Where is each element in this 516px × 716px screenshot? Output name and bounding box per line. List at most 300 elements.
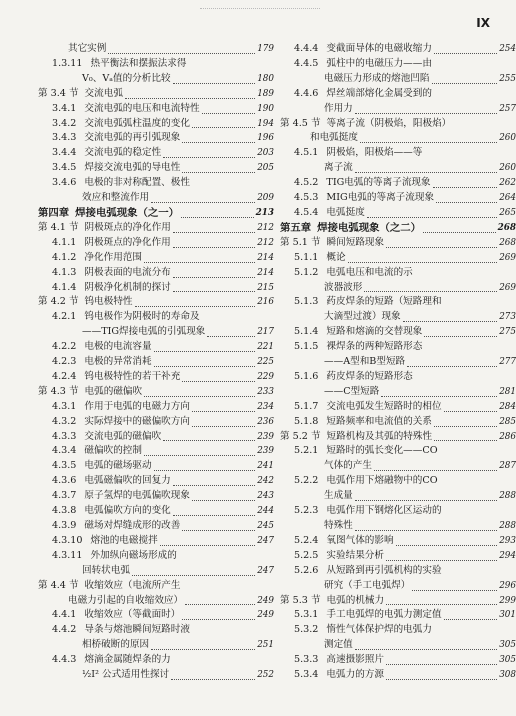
toc-entry	[280, 42, 516, 57]
toc-entry	[38, 251, 274, 266]
toc-entry	[280, 236, 516, 251]
toc-entry-number: 4.5.2	[294, 177, 319, 189]
toc-entry-number: 第五章	[280, 221, 312, 234]
toc-leader-dots	[434, 52, 497, 54]
toc-entry	[280, 504, 516, 519]
toc-entry-title: 实验结果分析	[326, 549, 384, 561]
toc-entry-number: 4.4.3	[52, 654, 77, 666]
toc-leader-dots	[407, 365, 497, 367]
toc-entry-title: 作用力	[324, 102, 353, 114]
toc-leader-dots	[182, 171, 255, 173]
toc-entry	[38, 161, 274, 176]
toc-leader-dots	[348, 261, 498, 263]
page-number: IX	[476, 16, 490, 30]
toc-entry-page: 294	[499, 550, 516, 561]
toc-leader-dots	[360, 141, 497, 143]
toc-entry-number: 4.3.11	[52, 549, 83, 561]
toc-entry	[38, 102, 274, 117]
toc-entry-title: ½I² 公式适用性探讨	[82, 669, 170, 681]
toc-leader-dots	[132, 574, 255, 576]
toc-entry	[38, 325, 274, 340]
toc-entry-title: 大滴型过渡）现象	[324, 311, 401, 323]
toc-entry	[38, 579, 274, 594]
toc-entry-page: 189	[257, 88, 274, 99]
toc-entry-title: 电弧电压和电流的示	[326, 266, 413, 278]
toc-entry	[38, 400, 274, 415]
toc-entry	[280, 146, 516, 161]
toc-entry-page: 262	[499, 178, 516, 189]
toc-entry-title: MIG电弧的等离子流现象	[326, 192, 435, 204]
toc-entry-number: 第 4.4 节	[38, 579, 79, 591]
toc-entry-title: 钨电极特性	[84, 296, 133, 308]
toc-entry	[280, 638, 516, 653]
toc-entry-number: 4.1.3	[52, 266, 77, 278]
toc-entry-number: 第 5.1 节	[280, 236, 321, 248]
toc-entry	[38, 191, 274, 206]
toc-leader-dots	[173, 82, 256, 84]
toc-entry-number: 4.5.1	[294, 147, 319, 159]
toc-entry-page: 265	[499, 207, 516, 218]
toc-entry-title: 其它实例	[68, 43, 107, 54]
toc-entry-page: 247	[257, 535, 274, 546]
toc-entry-number: 4.3.1	[52, 400, 77, 412]
toc-entry-page: 273	[499, 312, 516, 323]
toc-entry-number: 4.3.7	[52, 490, 77, 502]
toc-entry	[280, 72, 516, 87]
toc-entry-page: 264	[499, 193, 516, 204]
toc-leader-dots	[424, 335, 497, 337]
toc-leader-dots	[173, 514, 255, 516]
toc-entry-page: 281	[499, 386, 516, 397]
toc-entry-number: 3.4.4	[52, 147, 77, 159]
toc-entry	[280, 579, 516, 594]
toc-leader-dots	[434, 439, 497, 441]
toc-entry-number: 4.3.6	[52, 475, 77, 487]
toc-entry-page: 203	[257, 148, 274, 159]
toc-entry-page: 251	[257, 640, 274, 651]
toc-entry	[280, 608, 516, 623]
toc-leader-dots	[444, 410, 498, 412]
toc-entry-title: 原子氢焊的电弧偏吹现象	[84, 490, 190, 502]
toc-entry-title: 收缩效应（等截面时）	[84, 609, 181, 621]
toc-entry-title: 概论	[326, 251, 346, 263]
toc-entry-title: 阴极表面的电流分布	[84, 266, 171, 278]
toc-entry-title: 电弧的机械力	[326, 594, 385, 606]
toc-leader-dots	[355, 648, 497, 650]
toc-entry-title: 特殊性	[324, 520, 353, 531]
toc-entry-title: 交流电弧的再引弧现象	[84, 132, 181, 144]
toc-entry	[38, 206, 274, 221]
toc-entry	[280, 310, 516, 325]
toc-entry	[280, 564, 516, 579]
toc-entry	[38, 295, 274, 310]
toc-leader-dots	[364, 290, 497, 292]
toc-entry-number: 4.5.4	[294, 206, 319, 218]
toc-entry	[38, 534, 274, 549]
toc-entry-title: 阴极斑点的净化作用	[84, 236, 171, 248]
toc-entry-title: 等离子流（阴极焰，阳极焰）	[326, 117, 452, 129]
toc-entry	[38, 385, 274, 400]
toc-entry-page: 293	[499, 535, 516, 546]
toc-entry-number: 5.1.3	[294, 296, 319, 308]
toc-entry-page: 308	[499, 670, 516, 681]
toc-entry	[38, 549, 274, 564]
toc-entry-page: 190	[257, 103, 274, 114]
toc-entry-page: 275	[499, 327, 516, 338]
toc-entry-title: 药皮焊条的短路形态	[326, 370, 413, 382]
toc-entry-title: ——A型和B型短路	[324, 356, 406, 368]
toc-entry	[280, 459, 516, 474]
toc-entry-title: 短路机构及其弧的特殊性	[326, 430, 433, 442]
toc-entry-title: 惰性气体保护焊的电弧力	[326, 624, 432, 636]
toc-entry-title: 导条与熔池瞬间短路时液	[84, 624, 190, 636]
toc-entry	[38, 608, 274, 623]
toc-entry-title: 焊接电弧现象（之一）	[75, 206, 180, 219]
toc-entry-number: 5.1.5	[294, 341, 319, 353]
toc-entry	[38, 519, 274, 534]
toc-entry-title: 高速摄影照片	[326, 654, 384, 666]
toc-entry	[38, 444, 274, 459]
toc-entry	[38, 42, 274, 57]
toc-entry	[280, 549, 516, 564]
toc-entry-title: 热平衡法和摆振法求得	[90, 57, 187, 69]
toc-entry	[280, 653, 516, 668]
toc-entry-number: 5.1.7	[294, 400, 319, 412]
toc-entry-number: 3.4.3	[52, 132, 77, 144]
toc-entry-title: 焊接电弧现象（之二）	[317, 221, 422, 234]
toc-leader-dots	[163, 156, 255, 158]
toc-entry-page: 244	[257, 506, 274, 517]
toc-entry	[280, 161, 516, 176]
toc-entry-page: 214	[257, 252, 274, 263]
toc-entry-page: 260	[499, 163, 516, 174]
toc-entry-number: 5.2.6	[294, 564, 319, 576]
toc-entry	[280, 534, 516, 549]
toc-entry-number: 4.1.2	[52, 251, 77, 263]
toc-leader-dots	[154, 469, 256, 471]
toc-entry-page: 229	[257, 371, 274, 382]
toc-entry	[280, 623, 516, 638]
toc-entry	[280, 176, 516, 191]
toc-entry-title: 磁场对焊缝成形的改善	[84, 520, 181, 531]
toc-entry-title: 相桥破断的原因	[82, 639, 150, 651]
toc-entry	[280, 295, 516, 310]
toc-entry-number: 5.1.1	[294, 251, 319, 263]
toc-leader-dots	[355, 112, 497, 114]
toc-entry	[280, 355, 516, 370]
toc-entry-number: 第 5.2 节	[280, 430, 321, 442]
toc-entry-number: 4.3.5	[52, 460, 77, 472]
toc-entry	[280, 594, 516, 609]
toc-entry-title: 生成量	[324, 490, 353, 502]
toc-entry-page: 305	[499, 655, 516, 666]
toc-entry	[38, 57, 274, 72]
toc-leader-dots	[192, 410, 255, 412]
scan-dots	[200, 8, 320, 15]
toc-entry	[38, 504, 274, 519]
toc-entry-number: 4.5.3	[294, 192, 319, 204]
toc-leader-dots	[355, 499, 497, 501]
toc-entry-number: 4.1.1	[52, 236, 77, 248]
toc-entry-title: 气体的产生	[324, 460, 372, 472]
toc-entry-number: 3.4.5	[52, 162, 77, 174]
toc-entry-number: 5.2.3	[294, 505, 319, 517]
toc-entry-title: 交流电弧的磁偏吹	[84, 430, 162, 442]
toc-entry	[280, 87, 516, 102]
toc-entry-title: 焊丝端部熔化金属受到的	[326, 87, 432, 99]
toc-entry-title: 氧图气体的影响	[326, 534, 394, 546]
toc-entry-number: 4.3.8	[52, 505, 77, 517]
toc-leader-dots	[396, 544, 498, 546]
toc-entry-number: 4.1.4	[52, 281, 77, 293]
toc-entry-title: 回转状电弧	[82, 564, 130, 576]
toc-entry-title: ——C型短路	[324, 385, 380, 397]
toc-leader-dots	[386, 603, 497, 605]
toc-entry-number: 第 3.4 节	[38, 87, 79, 99]
toc-leader-dots	[160, 544, 256, 546]
toc-entry	[280, 415, 516, 430]
toc-entry-page: 214	[257, 267, 274, 278]
toc-entry-page: 212	[257, 237, 274, 248]
toc-entry-page: 245	[257, 521, 274, 531]
toc-entry-title: 阴极斑点的净化作用	[84, 221, 171, 233]
toc-entry-page: 242	[257, 476, 274, 487]
toc-entry-title: 测定值	[324, 639, 353, 651]
toc-entry-page: 254	[499, 44, 516, 54]
toc-leader-dots	[173, 484, 255, 486]
toc-leader-dots	[207, 335, 255, 337]
toc-entry-number: 5.1.8	[294, 415, 319, 427]
toc-entry-title: 电磁压力形成的熔池凹陷	[324, 72, 430, 84]
toc-leader-dots	[436, 201, 497, 203]
toc-entry	[280, 131, 516, 146]
toc-entry	[280, 57, 516, 72]
toc-leader-dots	[108, 52, 255, 54]
toc-leader-dots	[374, 469, 497, 471]
toc-entry-page: 249	[257, 595, 274, 606]
toc-entry-number: 5.2.5	[294, 549, 319, 561]
toc-leader-dots	[386, 246, 497, 248]
toc-entry-page: 287	[499, 461, 516, 472]
toc-leader-dots	[355, 529, 497, 531]
toc-leader-dots	[381, 395, 497, 397]
toc-leader-dots	[367, 216, 497, 218]
toc-entry-page: 252	[257, 670, 274, 681]
toc-leader-dots	[192, 126, 255, 128]
toc-entry-title: 电弧偏吹方向的变化	[84, 505, 171, 517]
toc-entry-title: 交流电弧	[84, 87, 123, 99]
toc-entry	[38, 236, 274, 251]
toc-entry	[38, 117, 274, 132]
toc-entry-title: 药皮焊条的短路（短路理和	[326, 296, 442, 308]
toc-entry-title: 交流电弧发生短路时的相位	[326, 400, 442, 412]
toc-entry-page: 288	[499, 521, 516, 531]
toc-entry-number: 1.3.11	[52, 57, 83, 69]
toc-leader-dots	[182, 618, 255, 620]
toc-entry-number: 5.3.4	[294, 669, 319, 681]
toc-entry-page: 301	[499, 610, 516, 621]
toc-leader-dots	[125, 97, 255, 99]
toc-entry-number: 5.3.1	[294, 609, 319, 621]
toc-entry-page: 296	[499, 580, 516, 591]
toc-entry-title: 净化作用范围	[84, 251, 142, 263]
toc-entry-page: 284	[499, 401, 516, 412]
toc-leader-dots	[135, 305, 256, 307]
toc-entry	[38, 459, 274, 474]
toc-entry	[280, 102, 516, 117]
toc-leader-dots	[173, 290, 255, 292]
toc-entry-page: 180	[257, 73, 274, 84]
toc-entry	[38, 221, 274, 236]
toc-entry-title: 磁偏吹的控制	[84, 445, 142, 457]
toc-entry-title: 手工电弧焊的电弧力测定值	[326, 609, 442, 621]
toc-entry-page: 194	[257, 118, 274, 129]
toc-entry	[280, 206, 516, 221]
toc-entry	[38, 594, 274, 609]
toc-entry-page: 269	[499, 282, 516, 293]
toc-entry-number: 4.4.4	[294, 43, 319, 54]
toc-entry	[280, 668, 516, 683]
toc-leader-dots	[412, 589, 497, 591]
toc-entry-number: 4.2.4	[52, 370, 77, 382]
toc-leader-dots	[386, 559, 497, 561]
toc-entry	[38, 370, 274, 385]
toc-entry-title: 变截面导体的电磁收缩力	[326, 43, 432, 54]
toc-entry-page: 286	[499, 431, 516, 442]
toc-entry-number: 5.3.2	[294, 624, 319, 636]
toc-entry-page: 234	[257, 401, 274, 412]
toc-entry-title: 短路时的弧长变化——CO	[326, 445, 438, 457]
toc-entry-number: 4.4.6	[294, 87, 319, 99]
toc-entry	[280, 430, 516, 445]
toc-leader-dots	[192, 499, 255, 501]
toc-leader-dots	[432, 82, 498, 84]
toc-entry	[38, 281, 274, 296]
toc-entry-title: 阴极净化机制的探讨	[84, 281, 171, 293]
toc-leader-dots	[433, 186, 498, 188]
toc-leader-dots	[386, 663, 497, 665]
toc-entry-title: 熔池的电磁搅拌	[90, 534, 158, 546]
toc-entry-title: 交流电弧的稳定性	[84, 147, 162, 159]
toc-entry	[38, 146, 274, 161]
toc-leader-dots	[403, 320, 497, 322]
toc-entry-number: 4.2.1	[52, 311, 77, 323]
toc-entry-page: 213	[255, 207, 274, 218]
toc-leader-dots	[355, 171, 497, 173]
toc-entry	[38, 653, 274, 668]
toc-entry	[280, 266, 516, 281]
toc-entry-title: 电弧作用下钢熔化区运动的	[326, 505, 442, 517]
toc-entry-title: 电弧力的方源	[326, 669, 384, 681]
toc-leader-dots	[173, 231, 255, 233]
toc-entry-number: 第 4.5 节	[280, 117, 321, 129]
toc-entry	[280, 519, 516, 534]
toc-entry-page: 212	[257, 222, 274, 233]
toc-entry-number: 第 4.1 节	[38, 221, 79, 233]
toc-entry-number: 5.3.3	[294, 654, 319, 666]
toc-entry-title: 作用于电弧的电磁力方向	[84, 400, 190, 412]
toc-entry-title: 电极的非对称配置、极性	[84, 177, 190, 189]
toc-entry-number: 3.4.6	[52, 177, 77, 189]
toc-entry-title: 弧柱中的电磁压力——由	[326, 57, 432, 69]
toc-entry	[38, 266, 274, 281]
toc-entry-page: 260	[499, 133, 516, 144]
toc-entry-page: 236	[257, 416, 274, 427]
toc-entry-page: 217	[257, 327, 274, 338]
toc-entry-page: 239	[257, 431, 274, 442]
toc-leader-dots	[181, 216, 254, 218]
toc-leader-dots	[182, 529, 255, 531]
toc-entry	[280, 221, 516, 236]
toc-entry	[280, 281, 516, 296]
toc-leader-dots	[154, 365, 256, 367]
toc-entry-title: 电弧挺度	[326, 206, 365, 218]
toc-leader-dots	[434, 425, 497, 427]
toc-entry-page: 243	[257, 491, 274, 502]
toc-entry-title: 交流电弧弧柱温度的变化	[84, 117, 190, 129]
toc-entry-title: 电弧作用下熔融物中的CO	[326, 475, 438, 487]
toc-entry-title: 电磁力引起的自收缩效应）	[68, 594, 184, 606]
toc-entry-number: 4.3.2	[52, 415, 77, 427]
toc-entry-title: TIG电弧的等离子流现象	[326, 177, 431, 189]
toc-entry-title: 瞬间短路现象	[326, 236, 385, 248]
toc-entry-page: 299	[499, 595, 516, 606]
toc-entry	[38, 668, 274, 683]
toc-entry-page: 269	[499, 252, 516, 263]
toc-entry-title: 实际焊接中的磁偏吹方向	[84, 415, 190, 427]
toc-entry-number: 第 4.3 节	[38, 385, 79, 397]
toc-entry-title: V₀、Vₐ值的分析比较	[82, 72, 171, 84]
toc-entry	[280, 474, 516, 489]
toc-entry-number: 5.1.6	[294, 370, 319, 382]
toc-leader-dots	[163, 439, 255, 441]
toc-entry-number: 5.1.4	[294, 326, 319, 338]
toc-entry-title: 波器波形	[324, 281, 363, 293]
toc-leader-dots	[144, 395, 255, 397]
toc-leader-dots	[423, 231, 496, 233]
toc-entry-title: ——TIG焊接电弧的引弧现象	[82, 326, 206, 338]
toc-leader-dots	[173, 246, 255, 248]
toc-entry	[38, 638, 274, 653]
toc-entry	[38, 310, 274, 325]
toc-entry	[280, 489, 516, 504]
toc-entry	[38, 131, 274, 146]
toc-entry-title: 熔滴金属随焊条的力	[84, 654, 171, 666]
toc-entry-page: 241	[257, 461, 274, 472]
toc-entry	[280, 370, 516, 385]
toc-left-column	[38, 42, 274, 683]
toc-entry-page: 216	[257, 297, 274, 308]
toc-entry-number: 4.3.10	[52, 534, 83, 546]
toc-entry-number: 4.4.2	[52, 624, 77, 636]
toc-entry-title: 交流电弧的电压和电流特性	[84, 102, 200, 114]
toc-entry-number: 5.2.2	[294, 475, 319, 487]
toc-entry-title: 电弧磁偏吹的回复力	[84, 475, 171, 487]
toc-entry-page: 239	[257, 446, 274, 457]
toc-entry-title: 钨电极特性的若干补充	[84, 370, 181, 382]
toc-entry-title: 裸焊条的两种短路形态	[326, 341, 423, 353]
toc-leader-dots	[182, 141, 255, 143]
toc-entry-page: 268	[499, 237, 516, 248]
toc-leader-dots	[185, 603, 255, 605]
toc-entry	[280, 340, 516, 355]
toc-entry-number: 第 4.2 节	[38, 296, 79, 308]
toc-entry	[280, 444, 516, 459]
toc-entry-page: 179	[257, 44, 274, 54]
toc-entry	[280, 325, 516, 340]
toc-entry-page: 288	[499, 491, 516, 502]
toc-entry-title: 阴极焰，阳极焰——等	[326, 147, 423, 159]
